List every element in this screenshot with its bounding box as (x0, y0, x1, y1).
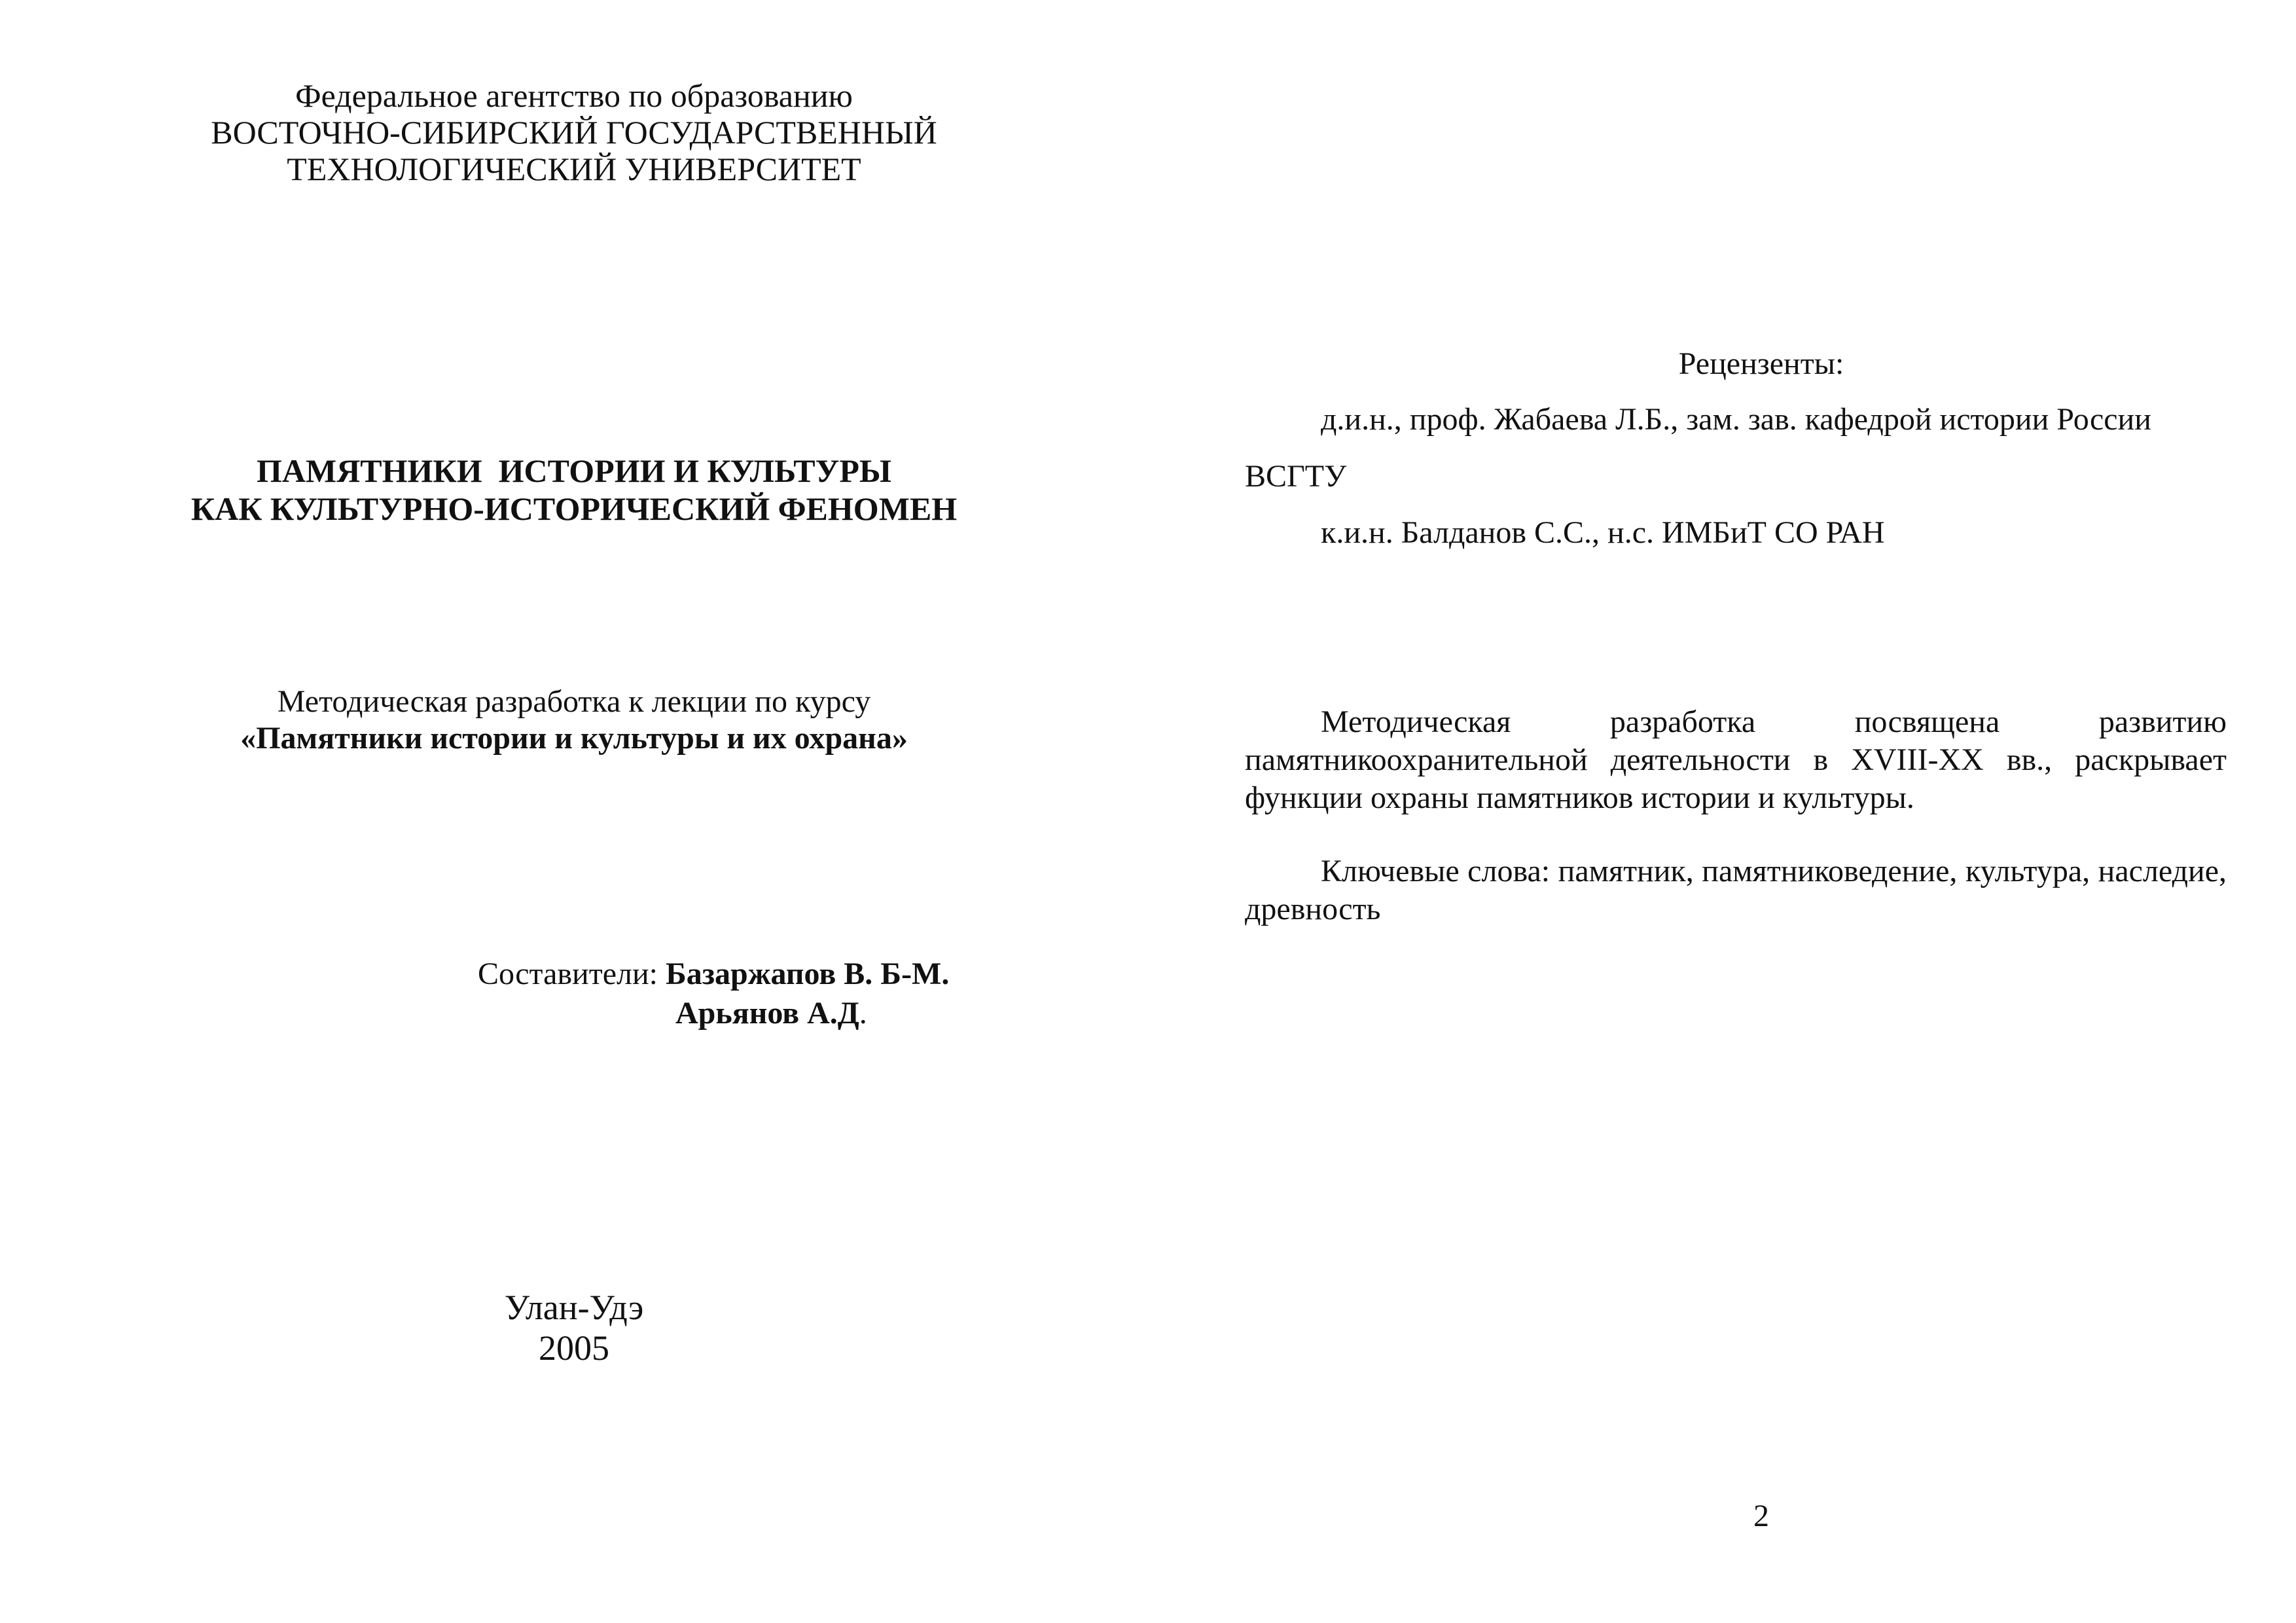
author-2: Арьянов А.Д (675, 996, 859, 1030)
title-line-1: ПАМЯТНИКИ ИСТОРИИ И КУЛЬТУРЫ (257, 452, 891, 489)
keywords-paragraph: Ключевые слова: памятник, памятниковедение, культура, наследие, древность (1245, 854, 2227, 926)
reviewer-1-continuation: ВСГТУ (1245, 459, 1347, 494)
course-name: «Памятники истории и культуры и их охрана» (240, 721, 908, 756)
authors-label: Составители: (478, 957, 666, 991)
reviewer-2: к.и.н. Балданов С.С., н.с. ИМБиТ СО РАН (1321, 515, 1885, 550)
city-name: Улан-Удэ (504, 1288, 644, 1327)
document-title (0, 452, 1148, 528)
page-number: 2 (1753, 1499, 1769, 1533)
agency-name: Федеральное агентство по образованию (295, 77, 853, 114)
publication-place (0, 1287, 1148, 1368)
authors-end-punctuation: . (859, 996, 867, 1030)
title-line-2: КАК КУЛЬТУРНО-ИСТОРИЧЕСКИЙ ФЕНОМЕН (190, 490, 958, 527)
subtitle-text: Методическая разработка к лекции по курсу (277, 684, 871, 719)
authors-block (478, 955, 1067, 1033)
university-name-line-2: ТЕХНОЛОГИЧЕСКИЙ УНИВЕРСИТЕТ (287, 151, 861, 187)
reviewer-1: д.и.н., проф. Жабаева Л.Б., зам. зав. кафедрой истории России (1321, 402, 2151, 437)
reviewers-heading: Рецензенты: (1678, 346, 1844, 381)
reverse-title-page (1148, 0, 2296, 1623)
abstract-paragraph: Методическая разработка посвящена развитию памятникоохранительной деятельности в XVIII-XX вв., раскрывает функции охраны памятников истории и культуры. (1245, 704, 2227, 815)
university-name-line-1: ВОСТОЧНО-СИБИРСКИЙ ГОСУДАРСТВЕННЫЙ (211, 114, 937, 151)
author-1: Базаржапов В. Б-М. (666, 957, 950, 991)
organization-header (0, 77, 1148, 187)
document-subtitle (0, 684, 1148, 757)
publication-year: 2005 (539, 1328, 609, 1368)
